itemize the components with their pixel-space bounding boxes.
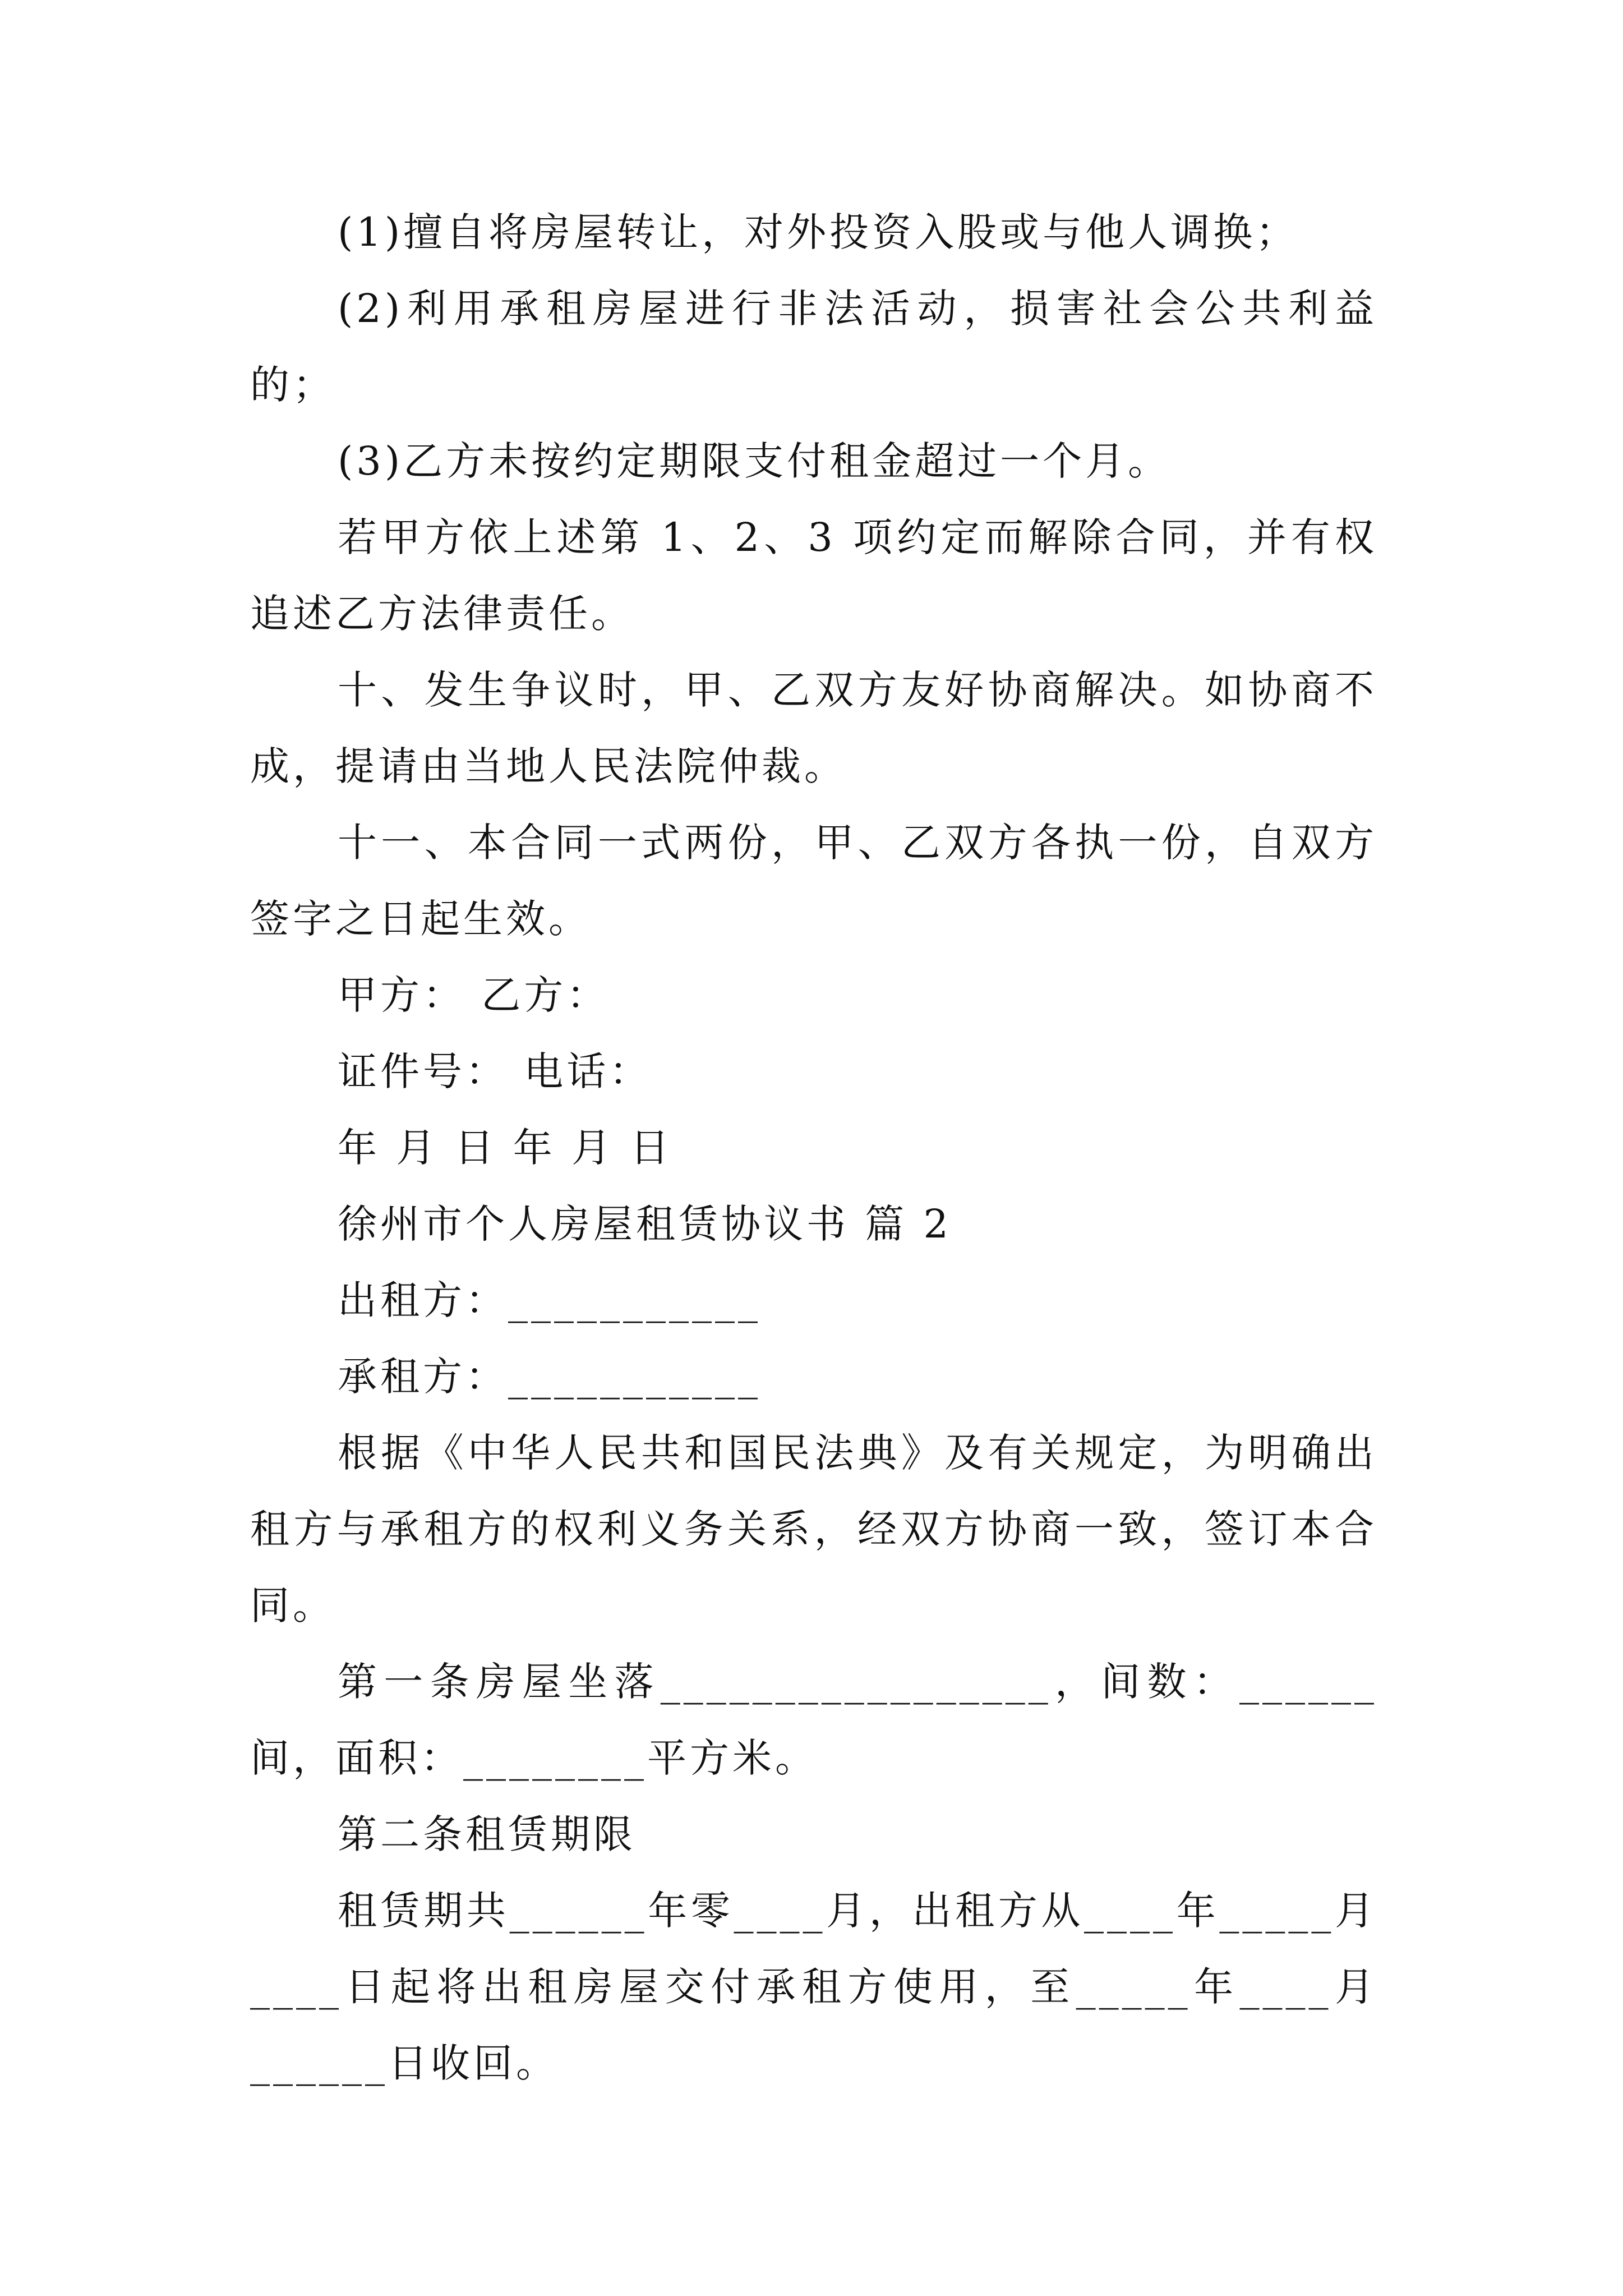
section-title: 徐州市个人房屋租赁协议书 篇 2 [338, 1201, 952, 1247]
signature-id-line: 证件号： 电话： [338, 1048, 652, 1094]
paragraph-basis: 根据《中华人民共和国民法典》及有关规定，为明确出租方与承租方的权利义务关系，经双方协商一致，签订本合同。 [250, 1430, 1377, 1628]
document-body [250, 194, 1377, 2101]
paragraph-3: (3)乙方未按约定期限支付租金超过一个月。 [338, 438, 1171, 484]
paragraph-1: (1)擅自将房屋转让，对外投资入股或与他人调换； [338, 209, 1299, 255]
paragraph-5: 十、发生争议时，甲、乙双方友好协商解决。如协商不成，提请由当地人民法院仲裁。 [250, 667, 1377, 789]
paragraph-6: 十一、本合同一式两份，甲、乙双方各执一份，自双方签字之日起生效。 [250, 820, 1377, 942]
article-1: 第一条房屋坐落_________________，间数：______间，面积：________平方米。 [250, 1659, 1377, 1781]
article-2-body: 租赁期共______年零____月，出租方从____年_____月____日起将出租房屋交付承租方使用，至_____年____月______日收回。 [250, 1888, 1377, 2086]
article-2-title: 第二条租赁期限 [338, 1811, 636, 1857]
lessee-field: 承租方：___________ [338, 1354, 761, 1400]
signature-date-line: 年 月 日 年 月 日 [338, 1125, 673, 1171]
paragraph-4: 若甲方依上述第 1、2、3 项约定而解除合同，并有权追述乙方法律责任。 [250, 514, 1377, 637]
paragraph-2: (2)利用承租房屋进行非法活动，损害社会公共利益的； [250, 286, 1377, 408]
signature-party-line: 甲方： 乙方： [338, 972, 610, 1018]
lessor-field: 出租方：___________ [338, 1277, 761, 1323]
